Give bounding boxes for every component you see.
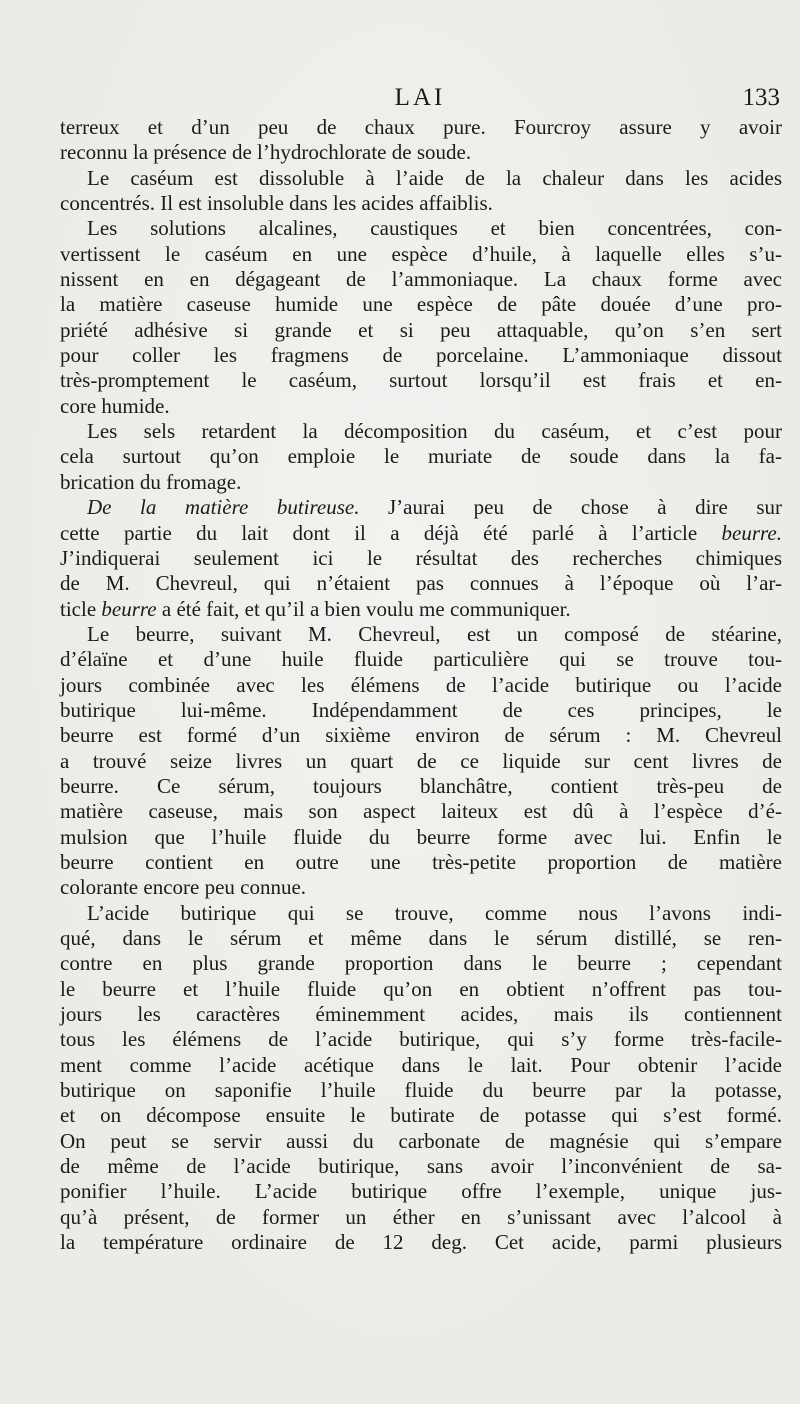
text-segment: ticle <box>60 596 102 621</box>
text-line: pour coller les fragmens de porcelaine. L’ammoniaque dissout <box>60 343 782 368</box>
text-line: matière caseuse, mais son aspect laiteux est dû à l’espèce d’é- <box>60 799 782 824</box>
italic-text: De la matière butireuse. <box>87 495 360 520</box>
text-line: butirique on saponifie l’huile fluide du beurre par la potasse, <box>60 1078 782 1103</box>
text-line <box>60 597 782 622</box>
text-line: butirique lui-même. Indépendamment de ces principes, le <box>60 697 782 722</box>
text-line: cela surtout qu’on emploie le muriate de soude dans la fa- <box>60 444 782 469</box>
text-line: J’indiquerai seulement ici le résultat des recherches chimiques <box>60 545 782 570</box>
body-text <box>60 115 782 1255</box>
text-line: beurre. Ce sérum, toujours blanchâtre, contient très-peu de <box>60 773 782 798</box>
text-line: beurre est formé d’un sixième environ de sérum : M. Chevreul <box>60 723 782 748</box>
text-line: On peut se servir aussi du carbonate de magnésie qui s’empare <box>60 1128 782 1153</box>
text-line: qu’à présent, de former un éther en s’unissant avec l’alcool à <box>60 1204 782 1229</box>
text-line: priété adhésive si grande et si peu attaquable, qu’on s’en sert <box>60 317 782 342</box>
text-line: mulsion que l’huile fluide du beurre forme avec lui. Enfin le <box>60 824 782 849</box>
italic-text: beurre. <box>721 520 782 545</box>
text-line: de M. Chevreul, qui n’étaient pas connues à l’époque où l’ar- <box>60 571 782 596</box>
text-line: Les solutions alcalines, caustiques et bien concentrées, con- <box>87 216 782 241</box>
text-line: jours combinée avec les élémens de l’acide butirique ou l’acide <box>60 672 782 697</box>
text-line: ponifier l’huile. L’acide butirique offre l’exemple, unique jus- <box>60 1179 782 1204</box>
page-header <box>60 84 780 114</box>
text-line: terreux et d’un peu de chaux pure. Fourcroy assure y avoir <box>60 115 782 139</box>
text-line: nissent en en dégageant de l’ammoniaque. La chaux forme avec <box>60 267 782 292</box>
text-line: la matière caseuse humide une espèce de pâte douée d’une pro- <box>60 292 782 317</box>
text-line: Les sels retardent la décomposition du caséum, et c’est pour <box>87 419 782 444</box>
italic-text: beurre <box>101 596 157 621</box>
text-line: Le beurre, suivant M. Chevreul, est un composé de stéarine, <box>87 621 782 646</box>
text-segment: cette partie du lait dont il a déjà été parlé à l’article <box>60 520 722 545</box>
text-line: brication du fromage. <box>60 469 242 494</box>
text-line: la température ordinaire de 12 deg. Cet acide, parmi plusieurs <box>60 1230 782 1255</box>
text-line: contre en plus grande proportion dans le beurre ; cependant <box>60 951 782 976</box>
text-line: d’élaïne et d’une huile fluide particulière qui se trouve tou- <box>60 647 782 672</box>
text-line: le beurre et l’huile fluide qu’on en obtient n’offrent pas tou- <box>60 976 782 1001</box>
text-line: et on décompose ensuite le butirate de potasse qui s’est formé. <box>60 1103 782 1128</box>
text-line: tous les élémens de l’acide butirique, qui s’y forme très-facile- <box>60 1027 782 1052</box>
text-line: qué, dans le sérum et même dans le sérum distillé, se ren- <box>60 926 782 950</box>
text-line: reconnu la présence de l’hydrochlorate de soude. <box>60 140 472 165</box>
text-line: L’acide butirique qui se trouve, comme nous l’avons indi- <box>87 900 782 925</box>
text-line: très-promptement le caséum, surtout lorsqu’il est frais et en- <box>60 368 782 393</box>
text-line: concentrés. Il est insoluble dans les acides affaiblis. <box>60 191 493 216</box>
text-line: beurre contient en outre une très-petite proportion de matière <box>60 849 782 874</box>
text-line: a trouvé seize livres un quart de ce liquide sur cent livres de <box>60 748 782 773</box>
text-line: Le caséum est dissoluble à l’aide de la chaleur dans les acides <box>87 165 782 190</box>
text-line: vertissent le caséum en une espèce d’huile, à laquelle elles s’u- <box>60 241 782 266</box>
text-line: core humide. <box>60 393 170 418</box>
text-line: de même de l’acide butirique, sans avoir l’inconvénient de sa- <box>60 1154 782 1179</box>
text-segment: J’aurai peu de chose à dire sur <box>359 495 782 520</box>
page-number: 133 <box>742 84 780 111</box>
text-line <box>60 495 782 520</box>
text-line <box>60 521 782 546</box>
text-line: ment comme l’acide acétique dans le lait. Pour obtenir l’acide <box>60 1052 782 1077</box>
running-head: LAI <box>394 84 446 111</box>
text-line: jours les caractères éminemment acides, mais ils contiennent <box>60 1002 782 1027</box>
text-segment: a été fait, et qu’il a bien voulu me communiquer. <box>156 596 571 621</box>
text-line: colorante encore peu connue. <box>60 875 307 900</box>
